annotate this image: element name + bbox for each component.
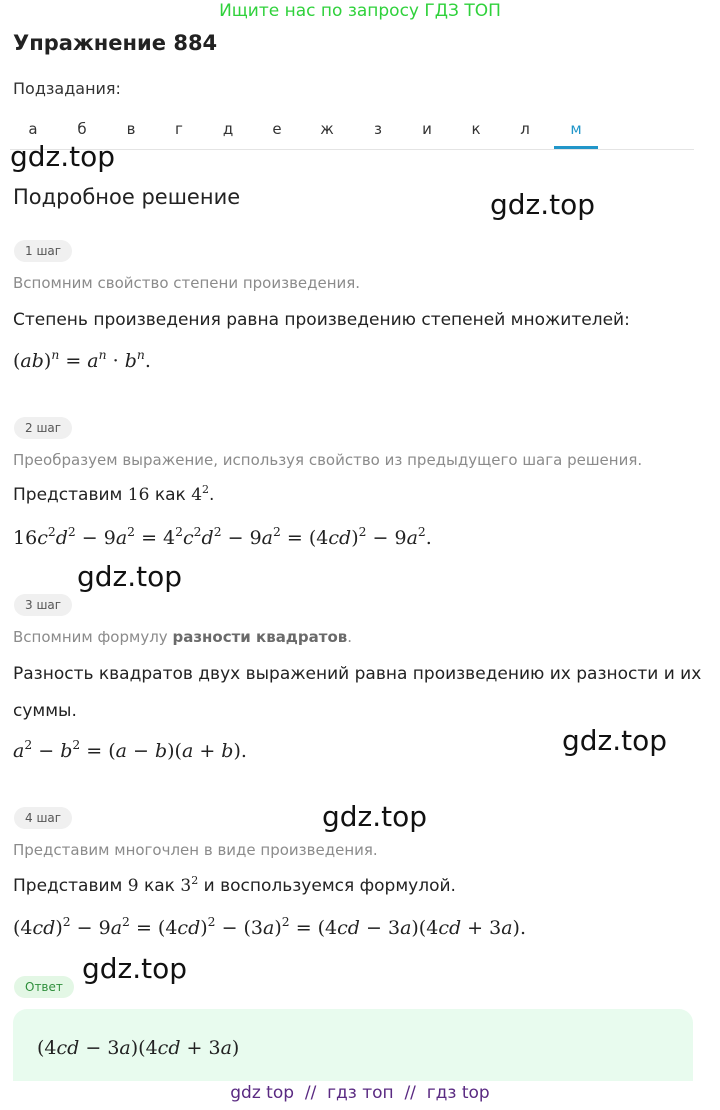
tab-l[interactable]: л <box>520 120 530 138</box>
watermark: gdz.top <box>82 952 188 985</box>
tab-m[interactable]: м <box>570 120 582 138</box>
section-title: Подробное решение <box>13 185 241 209</box>
text-fragment: Представим <box>13 876 123 896</box>
step-text: Разность квадратов двух выражений равна произведению их разности и их <box>13 664 702 684</box>
tab-a[interactable]: а <box>28 120 38 138</box>
step-hint: Вспомним свойство степени произведения. <box>13 274 361 292</box>
answer-formula: (4cd − 3a)(4cd + 3a) <box>37 1037 240 1059</box>
step-text: суммы. <box>13 701 77 721</box>
hint-fragment: Вспомним формулу <box>13 628 168 646</box>
watermark: gdz.top <box>322 800 428 833</box>
tab-d[interactable]: д <box>222 120 234 138</box>
step-text: Представим 9 как $3^2$ и воспользуемся формулой. <box>13 873 456 896</box>
text-fragment: как <box>144 876 175 896</box>
step-badge: 2 шаг <box>14 417 72 439</box>
step-badge: 4 шаг <box>14 807 72 829</box>
step-hint: Представим многочлен в виде произведения. <box>13 841 378 859</box>
tab-v[interactable]: в <box>126 120 136 138</box>
tab-b[interactable]: б <box>77 120 87 138</box>
tab-g[interactable]: г <box>175 120 183 138</box>
hint-term: разности квадратов <box>172 628 348 646</box>
formula: $(ab)^n = a^n \cdot b^n$. <box>13 347 151 372</box>
step-badge: 3 шаг <box>14 594 72 616</box>
answer-badge: Ответ <box>14 976 74 998</box>
formula: $(4cd)^2 - 9a^2 = (4cd)^2 - (3a)^2 = (4cd - 3a)(4cd + 3a)$. <box>13 914 526 939</box>
page-title: Упражнение 884 <box>13 31 218 55</box>
tab-z[interactable]: з <box>374 120 382 138</box>
hint-fragment: . <box>347 628 353 646</box>
step-hint <box>13 628 352 646</box>
subtasks-label: Подзадания: <box>13 79 121 98</box>
step-hint: Преобразуем выражение, используя свойство из предыдущего шага решения. <box>13 451 643 469</box>
tab-k[interactable]: к <box>471 120 481 138</box>
text-fragment: Представим <box>13 485 123 505</box>
watermark: gdz.top <box>77 560 183 593</box>
text-fragment: как <box>154 485 186 505</box>
formula: $16c^2d^2 - 9a^2 = 4^2c^2d^2 - 9a^2 = (4cd)^2 - 9a^2$. <box>13 524 432 549</box>
tab-zh[interactable]: ж <box>320 120 334 138</box>
step-badge: 1 шаг <box>14 240 72 262</box>
formula: $a^2 - b^2 = (a - b)(a + b)$. <box>13 737 247 762</box>
active-tab-indicator <box>554 146 598 149</box>
text-fragment: и воспользуемся формулой. <box>203 876 456 896</box>
top-banner[interactable]: Ищите нас по запросу ГДЗ ТОП <box>219 1 501 21</box>
tab-i[interactable]: и <box>422 120 432 138</box>
footer-links[interactable]: gdz top // гдз топ // гдз top <box>0 1081 720 1110</box>
tab-e[interactable]: е <box>272 120 282 138</box>
watermark: gdz.top <box>10 140 116 173</box>
step-text: Представим 16 как $4^2$. <box>13 482 215 505</box>
step-text: Степень произведения равна произведению степеней множителей: <box>13 310 630 330</box>
watermark: gdz.top <box>490 188 596 221</box>
watermark: gdz.top <box>562 724 668 757</box>
